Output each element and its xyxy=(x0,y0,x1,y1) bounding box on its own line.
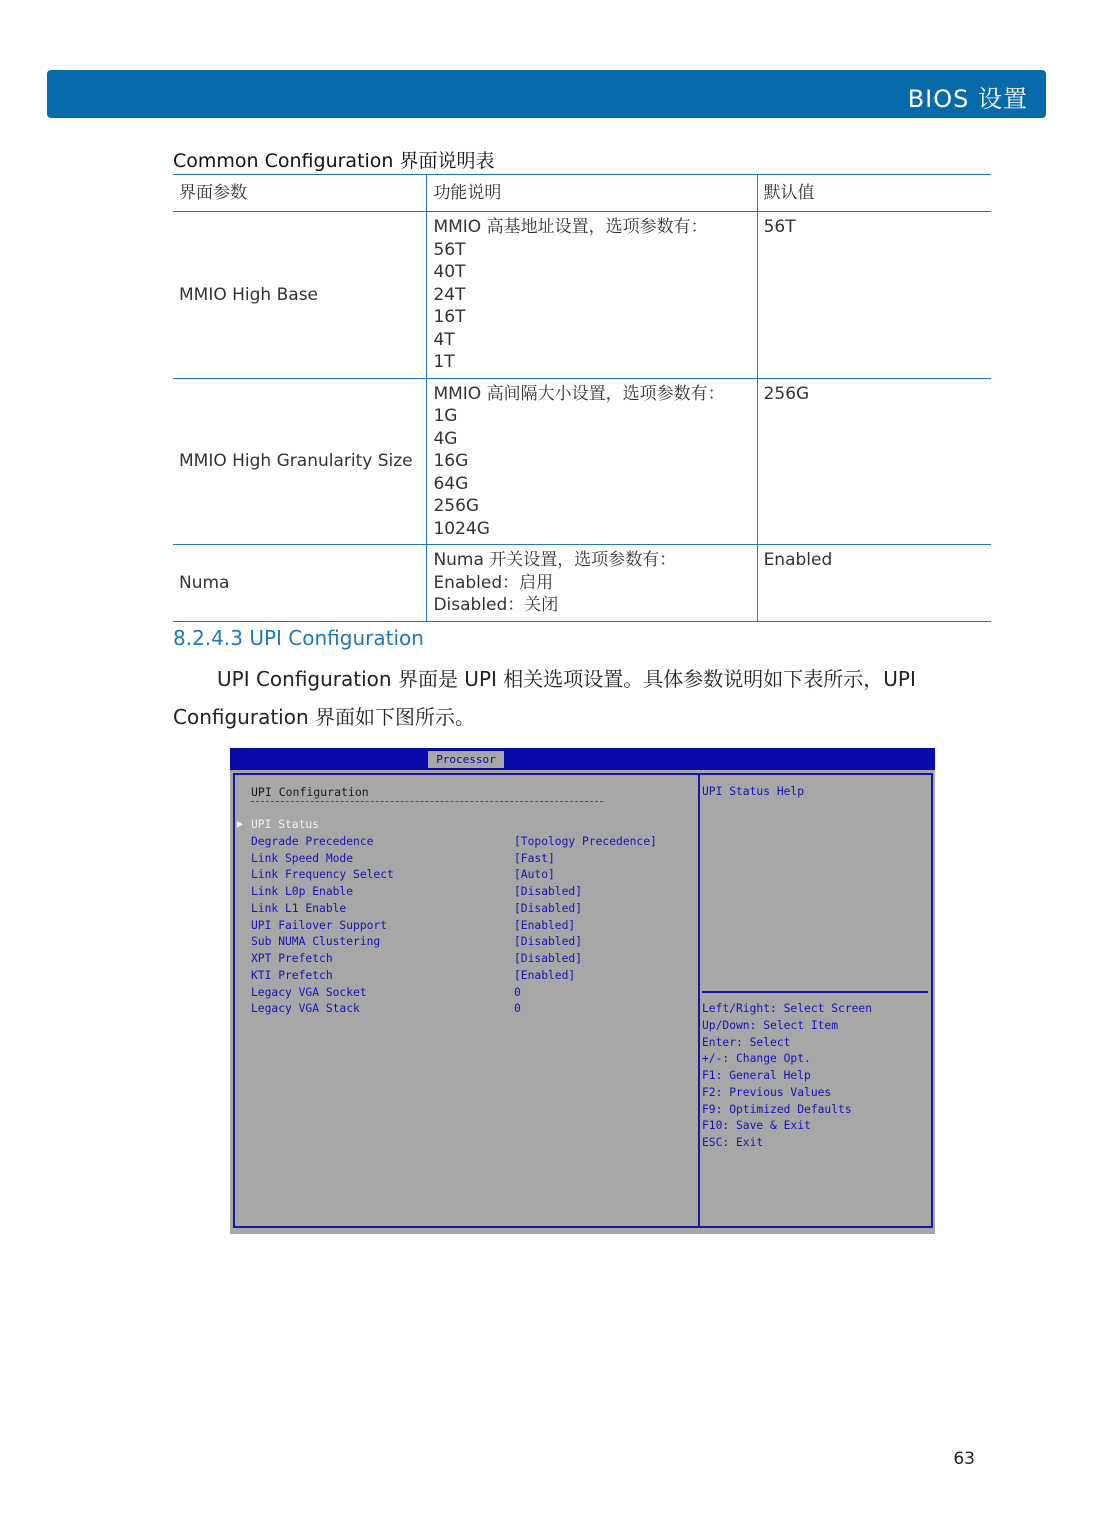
bios-key-help xyxy=(702,1001,872,1152)
option-item: Enabled：启用 xyxy=(433,572,554,593)
key-help-item: F2: Previous Values xyxy=(702,1085,832,1099)
option-item: 1T xyxy=(433,352,455,372)
bios-option-value: [Enabled] xyxy=(514,968,576,982)
bios-option-label: Legacy VGA Stack xyxy=(251,1002,360,1016)
bios-option-value: [Enabled] xyxy=(514,918,576,932)
bios-option-label: Link Frequency Select xyxy=(251,868,394,882)
param-desc xyxy=(427,545,757,622)
key-help-item: +/-: Change Opt. xyxy=(702,1052,811,1066)
param-name: MMIO High Base xyxy=(173,212,427,379)
option-item: Disabled：关闭 xyxy=(433,595,559,615)
option-item: 256G xyxy=(433,496,480,516)
bios-option-label: XPT Prefetch xyxy=(251,952,333,965)
bios-option-link-frequency-select[interactable] xyxy=(251,867,671,884)
bios-option-sub-numa-clustering[interactable] xyxy=(251,934,671,951)
parameter-table xyxy=(173,174,991,622)
bios-option-value: [Disabled] xyxy=(514,901,583,915)
bios-option-value: 0 xyxy=(514,985,521,999)
bios-option-legacy-vga-stack[interactable] xyxy=(251,1001,671,1018)
option-item: 4T xyxy=(433,329,455,350)
bios-screenshot xyxy=(230,748,935,1234)
option-item: 4G xyxy=(433,428,458,449)
desc-text: MMIO 高基地址设置，选项参数有： xyxy=(433,217,708,237)
option-item: 64G xyxy=(433,473,469,494)
option-item: 16T xyxy=(433,307,466,327)
table-header-row xyxy=(173,175,991,212)
option-item: 40T xyxy=(433,262,466,282)
bios-help-divider xyxy=(702,991,928,993)
bios-option-link-l1-enable[interactable] xyxy=(251,901,671,918)
bios-option-xpt-prefetch[interactable] xyxy=(251,951,671,968)
bios-option-degrade-precedence[interactable] xyxy=(251,834,671,851)
bios-tab-processor[interactable]: Processor xyxy=(428,751,504,768)
bios-option-link-l0p-enable[interactable] xyxy=(251,884,671,901)
bios-option-value: [Disabled] xyxy=(514,935,583,949)
option-item: 16G xyxy=(433,451,469,471)
table-caption: Common Configuration 界面说明表 xyxy=(173,150,495,172)
table-row xyxy=(173,545,991,622)
column-header-desc: 功能说明 xyxy=(427,175,757,212)
column-header-param: 界面参数 xyxy=(173,175,427,212)
bios-option-value: [Fast] xyxy=(514,851,555,865)
page-number: 63 xyxy=(953,1449,975,1469)
table-row xyxy=(173,378,991,545)
bios-option-label: KTI Prefetch xyxy=(251,968,333,982)
key-help-item: F9: Optimized Defaults xyxy=(702,1102,852,1116)
header-bar xyxy=(47,70,1046,118)
param-desc xyxy=(427,212,757,379)
param-default: Enabled xyxy=(757,545,991,622)
bios-panel-divider xyxy=(698,773,700,1228)
bios-option-link-speed-mode[interactable] xyxy=(251,851,671,868)
key-help-item: F1: General Help xyxy=(702,1069,811,1082)
bios-option-value: [Auto] xyxy=(514,868,555,882)
bios-option-label: UPI Status xyxy=(251,818,320,831)
table-row xyxy=(173,212,991,379)
bios-option-label: Link Speed Mode xyxy=(251,851,354,865)
bios-option-legacy-vga-socket[interactable] xyxy=(251,985,671,1002)
bios-option-label: Link L1 Enable xyxy=(251,901,347,915)
key-help-item: ESC: Exit xyxy=(702,1136,764,1149)
section-paragraph: UPI Configuration 界面是 UPI 相关选项设置。具体参数说明如下表所示，UPI Configuration 界面如下图所示。 xyxy=(173,667,916,729)
bios-option-label: Legacy VGA Socket xyxy=(251,985,367,999)
bios-option-label: Degrade Precedence xyxy=(251,834,374,848)
submenu-arrow-icon: ▶ xyxy=(237,819,244,830)
bios-option-kti-prefetch[interactable] xyxy=(251,968,671,985)
key-help-item: Up/Down: Select Item xyxy=(702,1018,839,1032)
param-desc xyxy=(427,378,757,545)
bios-help-title: UPI Status Help xyxy=(702,785,805,798)
bios-option-list xyxy=(251,817,671,1018)
param-default: 56T xyxy=(757,212,991,379)
bios-option-upi-status[interactable] xyxy=(251,817,671,834)
bios-option-label: Link L0p Enable xyxy=(251,885,354,898)
option-item: 1G xyxy=(433,406,458,426)
bios-option-label: Sub NUMA Clustering xyxy=(251,935,381,949)
desc-text: MMIO 高间隔大小设置，选项参数有： xyxy=(433,383,725,404)
key-help-item: Left/Right: Select Screen xyxy=(702,1002,873,1015)
bios-option-upi-failover-support[interactable] xyxy=(251,918,671,935)
option-item: 56T xyxy=(433,239,466,260)
bios-option-label: UPI Failover Support xyxy=(251,918,388,932)
bios-page-title: UPI Configuration xyxy=(251,785,369,799)
header-title: BIOS 设置 xyxy=(907,85,1028,113)
column-header-default: 默认值 xyxy=(757,175,991,212)
key-help-item: F10: Save & Exit xyxy=(702,1119,811,1133)
bios-option-value: [Disabled] xyxy=(514,952,583,965)
bios-menu-bar xyxy=(230,748,935,770)
bios-title-rule xyxy=(251,801,603,802)
key-help-item: Enter: Select xyxy=(702,1035,791,1049)
section-heading: 8.2.4.3 UPI Configuration xyxy=(173,626,424,650)
bios-option-value: 0 xyxy=(514,1002,521,1016)
desc-text: Numa 开关设置，选项参数有： xyxy=(433,550,677,570)
option-item: 24T xyxy=(433,284,466,305)
option-item: 1024G xyxy=(433,518,490,539)
param-default: 256G xyxy=(757,378,991,545)
bios-option-value: [Topology Precedence] xyxy=(514,834,657,848)
param-name: Numa xyxy=(173,545,427,622)
param-name: MMIO High Granularity Size xyxy=(173,378,427,545)
bios-option-value: [Disabled] xyxy=(514,885,583,898)
